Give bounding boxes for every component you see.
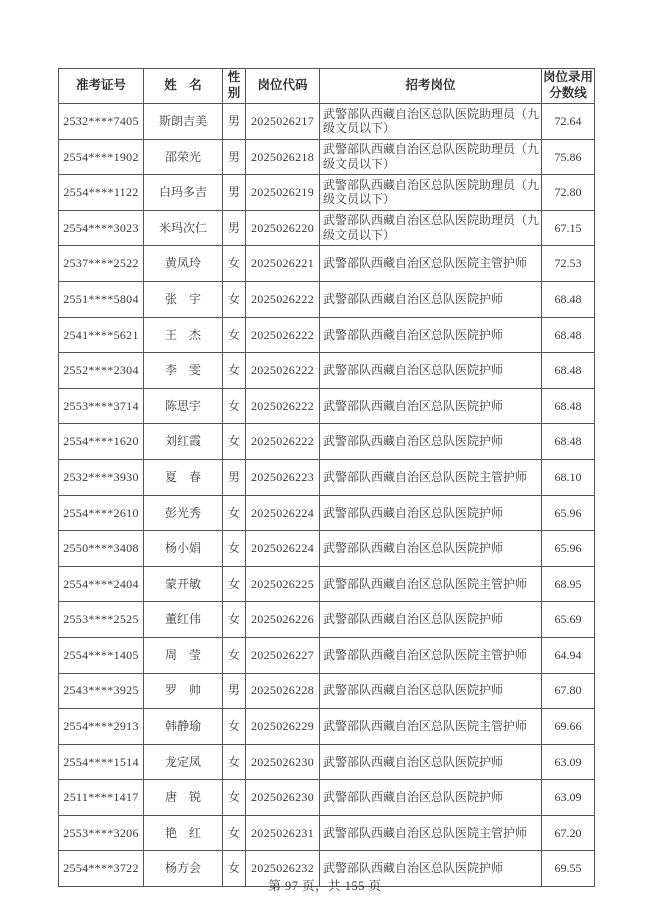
cell-score: 68.48 (542, 353, 595, 389)
cell-gender: 女 (223, 353, 246, 389)
cell-score: 72.53 (542, 246, 595, 282)
table-body (59, 104, 595, 887)
table-row (59, 246, 595, 282)
cell-gender: 男 (223, 104, 246, 140)
cell-position: 武警部队西藏自治区总队医院助理员（九级文员以下） (320, 175, 542, 211)
cell-position-code: 2025026220 (246, 210, 320, 246)
cell-position-code: 2025026222 (246, 424, 320, 460)
cell-position: 武警部队西藏自治区总队医院护师 (320, 851, 542, 887)
cell-gender: 男 (223, 175, 246, 211)
cell-position: 武警部队西藏自治区总队医院护师 (320, 281, 542, 317)
cell-score: 72.80 (542, 175, 595, 211)
cell-position-code: 2025026230 (246, 780, 320, 816)
cell-position: 武警部队西藏自治区总队医院主管护师 (320, 459, 542, 495)
page-number: 第 97 页，共 155 页 (268, 879, 382, 893)
cell-name: 唐 锐 (144, 780, 223, 816)
cell-score: 68.48 (542, 281, 595, 317)
cell-exam-id: 2554****2913 (59, 709, 144, 745)
cell-exam-id: 2532****7405 (59, 104, 144, 140)
table-row (59, 815, 595, 851)
cell-gender: 女 (223, 851, 246, 887)
cell-position: 武警部队西藏自治区总队医院护师 (320, 388, 542, 424)
cell-exam-id: 2554****2610 (59, 495, 144, 531)
cell-gender: 女 (223, 246, 246, 282)
cell-score: 68.48 (542, 424, 595, 460)
cell-gender: 女 (223, 815, 246, 851)
cell-score: 65.96 (542, 531, 595, 567)
cell-name: 张 宇 (144, 281, 223, 317)
cell-gender: 女 (223, 637, 246, 673)
cell-name: 邵荣光 (144, 139, 223, 175)
cell-position-code: 2025026228 (246, 673, 320, 709)
table-row (59, 637, 595, 673)
cell-gender: 女 (223, 281, 246, 317)
cell-score: 75.86 (542, 139, 595, 175)
cell-position-code: 2025026224 (246, 531, 320, 567)
cell-score: 72.64 (542, 104, 595, 140)
cell-position-code: 2025026224 (246, 495, 320, 531)
cell-position-code: 2025026231 (246, 815, 320, 851)
table-row (59, 744, 595, 780)
cell-gender: 男 (223, 459, 246, 495)
cell-position-code: 2025026222 (246, 317, 320, 353)
cell-exam-id: 2552****2304 (59, 353, 144, 389)
cell-position: 武警部队西藏自治区总队医院主管护师 (320, 637, 542, 673)
cell-gender: 女 (223, 602, 246, 638)
cell-position: 武警部队西藏自治区总队医院助理员（九级文员以下） (320, 139, 542, 175)
table-row (59, 104, 595, 140)
cell-exam-id: 2554****2404 (59, 566, 144, 602)
cell-exam-id: 2541****5621 (59, 317, 144, 353)
cell-exam-id: 2553****3206 (59, 815, 144, 851)
cell-score: 67.80 (542, 673, 595, 709)
cell-position: 武警部队西藏自治区总队医院护师 (320, 424, 542, 460)
cell-score: 67.20 (542, 815, 595, 851)
header-gender: 性别 (223, 69, 246, 104)
cell-gender: 女 (223, 495, 246, 531)
cell-gender: 女 (223, 780, 246, 816)
cell-score: 65.96 (542, 495, 595, 531)
header-position-code: 岗位代码 (246, 69, 320, 104)
cell-position-code: 2025026217 (246, 104, 320, 140)
cell-exam-id: 2554****1405 (59, 637, 144, 673)
cell-name: 杨方会 (144, 851, 223, 887)
table-row (59, 210, 595, 246)
cell-position: 武警部队西藏自治区总队医院主管护师 (320, 246, 542, 282)
table-row (59, 602, 595, 638)
cell-exam-id: 2554****1122 (59, 175, 144, 211)
cell-score: 68.10 (542, 459, 595, 495)
cell-name: 韩静瑜 (144, 709, 223, 745)
table-header (59, 69, 595, 104)
cell-position: 武警部队西藏自治区总队医院护师 (320, 353, 542, 389)
cell-name: 周 莹 (144, 637, 223, 673)
table-row (59, 495, 595, 531)
cell-position: 武警部队西藏自治区总队医院主管护师 (320, 815, 542, 851)
cell-position: 武警部队西藏自治区总队医院助理员（九级文员以下） (320, 210, 542, 246)
cell-name: 黄凤玲 (144, 246, 223, 282)
cell-position-code: 2025026232 (246, 851, 320, 887)
table-row (59, 353, 595, 389)
cell-position: 武警部队西藏自治区总队医院主管护师 (320, 709, 542, 745)
cell-gender: 男 (223, 673, 246, 709)
cell-gender: 女 (223, 566, 246, 602)
cell-position-code: 2025026227 (246, 637, 320, 673)
cell-position: 武警部队西藏自治区总队医院助理员（九级文员以下） (320, 104, 542, 140)
cell-score: 64.94 (542, 637, 595, 673)
table-row (59, 673, 595, 709)
cell-position-code: 2025026225 (246, 566, 320, 602)
header-exam-id: 准考证号 (59, 69, 144, 104)
cell-position-code: 2025026221 (246, 246, 320, 282)
cell-gender: 女 (223, 531, 246, 567)
header-row (59, 69, 595, 104)
table-row (59, 566, 595, 602)
cell-position: 武警部队西藏自治区总队医院护师 (320, 780, 542, 816)
cell-name: 艳 红 (144, 815, 223, 851)
cell-name: 蒙开敏 (144, 566, 223, 602)
cell-position: 武警部队西藏自治区总队医院主管护师 (320, 566, 542, 602)
header-score-line: 岗位录用分数线 (542, 69, 595, 104)
cell-position-code: 2025026230 (246, 744, 320, 780)
cell-score: 67.15 (542, 210, 595, 246)
cell-position: 武警部队西藏自治区总队医院护师 (320, 317, 542, 353)
cell-name: 彭光秀 (144, 495, 223, 531)
cell-exam-id: 2532****3930 (59, 459, 144, 495)
cell-position: 武警部队西藏自治区总队医院护师 (320, 531, 542, 567)
cell-position: 武警部队西藏自治区总队医院护师 (320, 495, 542, 531)
cell-position-code: 2025026222 (246, 281, 320, 317)
cell-position-code: 2025026223 (246, 459, 320, 495)
cell-gender: 男 (223, 210, 246, 246)
table-row (59, 780, 595, 816)
cell-position-code: 2025026218 (246, 139, 320, 175)
table-row (59, 139, 595, 175)
cell-position-code: 2025026226 (246, 602, 320, 638)
cell-gender: 女 (223, 317, 246, 353)
cell-exam-id: 2554****1902 (59, 139, 144, 175)
cell-score: 68.95 (542, 566, 595, 602)
cell-position: 武警部队西藏自治区总队医院护师 (320, 673, 542, 709)
cell-score: 69.66 (542, 709, 595, 745)
score-table (58, 68, 595, 887)
cell-gender: 女 (223, 709, 246, 745)
cell-name: 罗 帅 (144, 673, 223, 709)
cell-exam-id: 2554****3023 (59, 210, 144, 246)
table-row (59, 531, 595, 567)
table-row (59, 388, 595, 424)
cell-score: 65.69 (542, 602, 595, 638)
cell-position-code: 2025026222 (246, 353, 320, 389)
table-row (59, 709, 595, 745)
cell-exam-id: 2554****1620 (59, 424, 144, 460)
table-row (59, 424, 595, 460)
header-position: 招考岗位 (320, 69, 542, 104)
header-name: 姓 名 (144, 69, 223, 104)
cell-gender: 女 (223, 744, 246, 780)
cell-exam-id: 2553****2525 (59, 602, 144, 638)
cell-exam-id: 2543****3925 (59, 673, 144, 709)
cell-score: 63.09 (542, 780, 595, 816)
cell-score: 63.09 (542, 744, 595, 780)
cell-name: 刘红霞 (144, 424, 223, 460)
cell-name: 董红伟 (144, 602, 223, 638)
cell-position-code: 2025026222 (246, 388, 320, 424)
table-row (59, 175, 595, 211)
cell-score: 69.55 (542, 851, 595, 887)
cell-name: 王 杰 (144, 317, 223, 353)
cell-gender: 女 (223, 424, 246, 460)
cell-exam-id: 2553****3714 (59, 388, 144, 424)
cell-name: 米玛次仁 (144, 210, 223, 246)
cell-name: 白玛多吉 (144, 175, 223, 211)
cell-gender: 男 (223, 139, 246, 175)
cell-name: 李 雯 (144, 353, 223, 389)
cell-score: 68.48 (542, 388, 595, 424)
cell-position-code: 2025026229 (246, 709, 320, 745)
cell-exam-id: 2554****3722 (59, 851, 144, 887)
cell-name: 夏 春 (144, 459, 223, 495)
cell-position-code: 2025026219 (246, 175, 320, 211)
cell-score: 68.48 (542, 317, 595, 353)
table-row (59, 317, 595, 353)
cell-position: 武警部队西藏自治区总队医院护师 (320, 744, 542, 780)
cell-name: 陈思宇 (144, 388, 223, 424)
table-row (59, 459, 595, 495)
cell-name: 龙定凤 (144, 744, 223, 780)
cell-position: 武警部队西藏自治区总队医院护师 (320, 602, 542, 638)
cell-exam-id: 2511****1417 (59, 780, 144, 816)
table-row (59, 281, 595, 317)
cell-gender: 女 (223, 388, 246, 424)
cell-name: 杨小娟 (144, 531, 223, 567)
cell-exam-id: 2551****5804 (59, 281, 144, 317)
cell-exam-id: 2554****1514 (59, 744, 144, 780)
cell-name: 斯朗吉美 (144, 104, 223, 140)
cell-exam-id: 2537****2522 (59, 246, 144, 282)
cell-exam-id: 2550****3408 (59, 531, 144, 567)
